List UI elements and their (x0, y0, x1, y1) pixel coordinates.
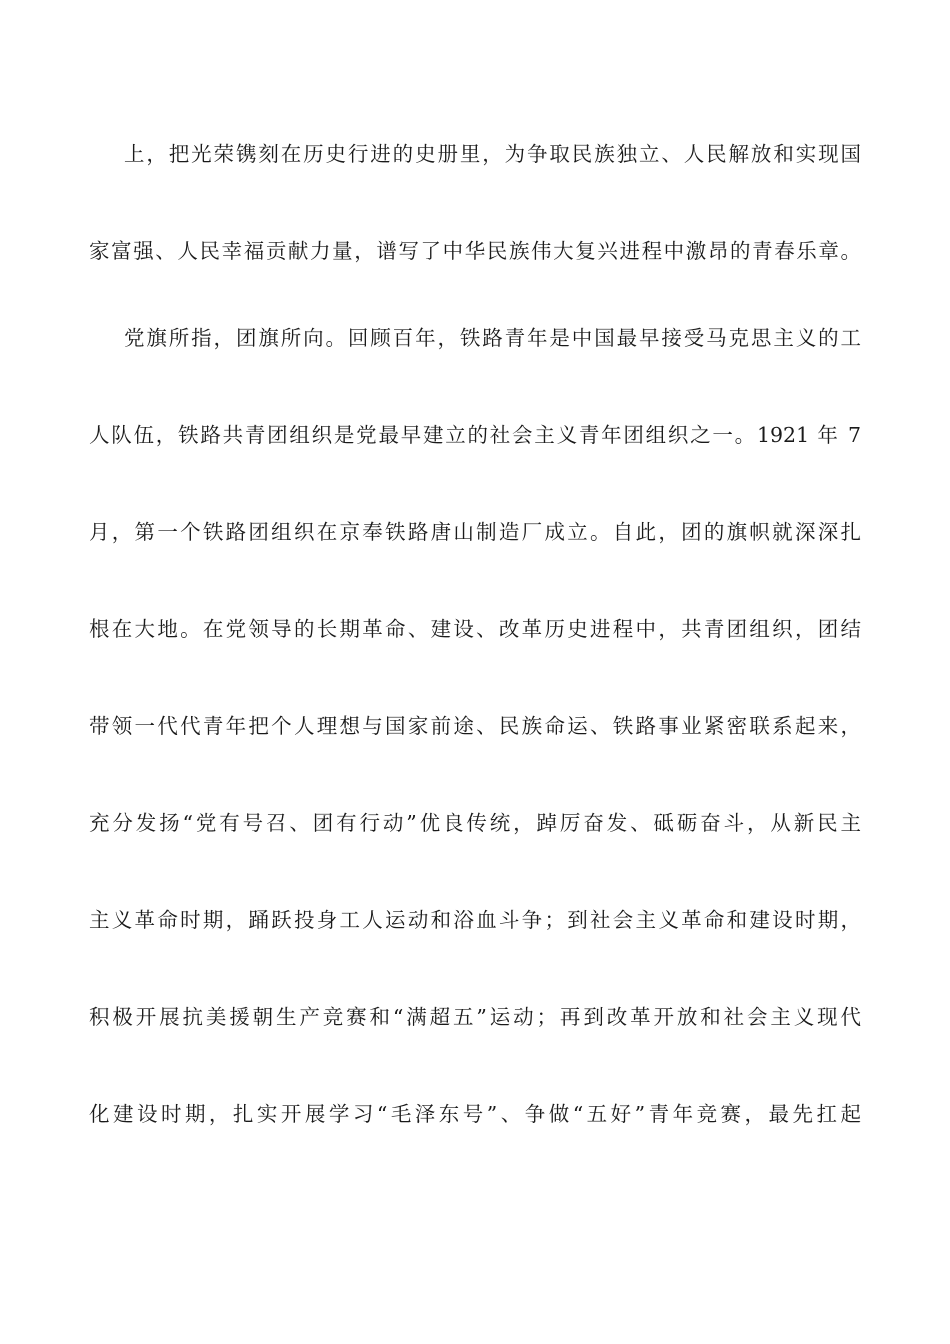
paragraph-2-line-6: 充分发扬“党有号召、团有行动”优良传统，踔厉奋发、砥砺奋斗，从新民主 (89, 811, 861, 835)
paragraph-1-line-2: 家富强、人民幸福贡献力量，谱写了中华民族伟大复兴进程中激昂的青春乐章。 (89, 239, 861, 263)
paragraph-2-line-2: 人队伍，铁路共青团组织是党最早建立的社会主义青年团组织之一。1921 年 7 (89, 423, 861, 447)
paragraph-2-line-5: 带领一代代青年把个人理想与国家前途、民族命运、铁路事业紧密联系起来， (89, 714, 861, 738)
paragraph-2-line-3: 月，第一个铁路团组织在京奉铁路唐山制造厂成立。自此，团的旗帜就深深扎 (89, 520, 861, 544)
paragraph-2-line-7: 主义革命时期，踊跃投身工人运动和浴血斗争；到社会主义革命和建设时期， (89, 908, 861, 932)
paragraph-2-line-1: 党旗所指，团旗所向。回顾百年，铁路青年是中国最早接受马克思主义的工 (124, 326, 861, 350)
paragraph-2-line-8: 积极开展抗美援朝生产竞赛和“满超五”运动；再到改革开放和社会主义现代 (89, 1005, 861, 1029)
paragraph-2-line-9: 化建设时期，扎实开展学习“毛泽东号”、争做“五好”青年竞赛，最先扛起 (89, 1102, 861, 1126)
paragraph-2-line-4: 根在大地。在党领导的长期革命、建设、改革历史进程中，共青团组织，团结 (89, 617, 861, 641)
paragraph-1-line-1: 上，把光荣镌刻在历史行进的史册里，为争取民族独立、人民解放和实现国 (124, 142, 861, 166)
